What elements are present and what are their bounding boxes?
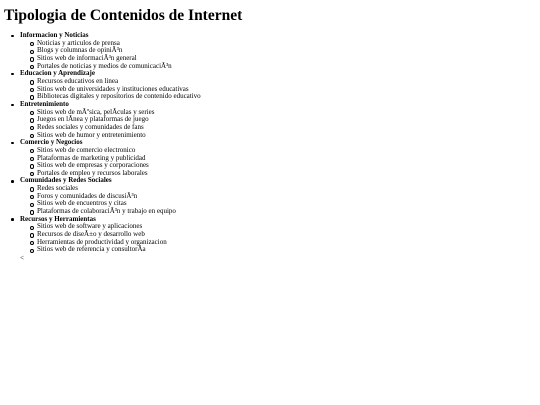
category-item: [8, 70, 201, 101]
subcategory-item: Juegos en lÃnea y plataformas de juego: [20, 116, 201, 124]
subcategory-item: Blogs y columnas de opiniÃ³n: [20, 47, 201, 55]
category-item: [8, 139, 201, 177]
subcategory-list: [20, 109, 201, 140]
subcategory-list: [20, 40, 201, 71]
subcategory-list: [20, 223, 201, 254]
category-label: Educacion y Aprendizaje: [20, 69, 95, 78]
subcategory-item: Recursos de diseÃ±o y desarrollo web: [20, 231, 201, 239]
trailing-text: <: [20, 254, 24, 263]
subcategory-item: Sitios web de comercio electronico: [20, 147, 201, 155]
category-label: Entretenimiento: [20, 99, 69, 108]
subcategory-item: Sitios web de universidades y instituciones educativas: [20, 86, 201, 94]
category-item: [8, 32, 201, 70]
category-item: [8, 101, 201, 139]
subcategory-item: Plataformas de colaboraciÃ³n y trabajo en equipo: [20, 208, 201, 216]
subcategory-item: Noticias y articulos de prensa: [20, 40, 201, 48]
category-label: Recursos y Herramientas: [20, 214, 96, 223]
subcategory-list: [20, 185, 201, 216]
subcategory-list: [20, 78, 201, 101]
subcategory-item: Redes sociales y comunidades de fans: [20, 124, 201, 132]
category-label: Informacion y Noticias: [20, 31, 89, 39]
subcategory-item: Sitios web de software y aplicaciones: [20, 223, 201, 231]
category-label: Comercio y Negocios: [20, 138, 83, 147]
subcategory-item: Portales de empleo y recursos laborales: [20, 170, 201, 178]
category-item: [8, 177, 201, 215]
subcategory-item: Portales de noticias y medios de comunicaciÃ³n: [20, 63, 201, 71]
subcategory-item: Sitios web de informaciÃ³n general: [20, 55, 201, 63]
subcategory-item: Sitios web de encuentros y citas: [20, 200, 201, 208]
subcategory-item: Bibliotecas digitales y repositorios de contenido educativo: [20, 93, 201, 101]
subcategory-item: Herramientas de productividad y organizacion: [20, 239, 201, 247]
subcategory-item: Sitios web de empresas y corporaciones: [20, 162, 201, 170]
subcategory-list: [20, 147, 201, 178]
subcategory-item: Foros y comunidades de discusiÃ³n: [20, 193, 201, 201]
subcategory-item: Sitios web de referencia y consultorÃa: [20, 246, 201, 254]
page-title: Tipologia de Contenidos de Internet: [4, 7, 243, 24]
subcategory-item: Sitios web de humor y entretenimiento: [20, 132, 201, 140]
category-list: [8, 32, 201, 263]
subcategory-item: Recursos educativos en linea: [20, 78, 201, 86]
subcategory-item: Redes sociales: [20, 185, 201, 193]
category-item: [8, 216, 201, 254]
subcategory-item: Sitios web de mÃºsica, pelÃculas y series: [20, 109, 201, 117]
subcategory-item: Plataformas de marketing y publicidad: [20, 155, 201, 163]
category-label: Comunidades y Redes Sociales: [20, 176, 112, 185]
